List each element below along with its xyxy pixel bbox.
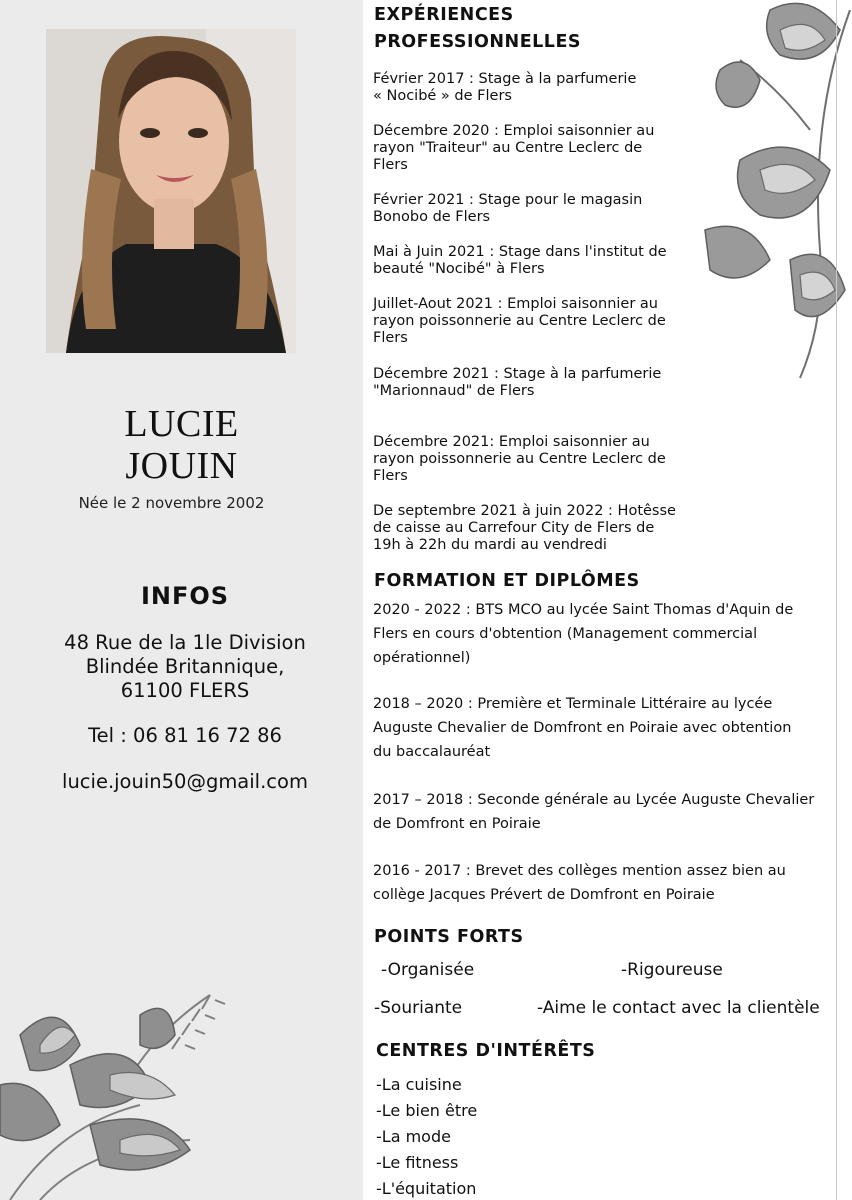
formation-item [373, 692, 843, 764]
floral-decoration-icon [700, 0, 852, 380]
formation-line: 2020 - 2022 : BTS MCO au lycée Saint Thomas d'Aquin de [373, 602, 794, 618]
experience-line: Flers [373, 330, 408, 346]
formation-item [373, 788, 843, 836]
formation-line: 2018 – 2020 : Première et Terminale Littéraire au lycée [373, 696, 773, 712]
strength-item: -Aime le contact avec la clientèle [537, 998, 820, 1018]
experience-line: Décembre 2021: Emploi saisonnier au [373, 434, 650, 450]
formation-line: du baccalauréat [373, 744, 491, 760]
points-forts-heading: POINTS FORTS [374, 927, 524, 947]
interest-item: -La cuisine [376, 1075, 462, 1094]
formation-line: opérationnel) [373, 650, 471, 666]
formation-line: Auguste Chevalier de Domfront en Poiraie avec obtention [373, 720, 792, 736]
experience-line: De septembre 2021 à juin 2022 : Hotêsse [373, 503, 676, 519]
formation-item [373, 598, 843, 670]
interest-item: -L'équitation [376, 1179, 477, 1198]
formation-line: 2016 - 2017 : Brevet des collèges mention assez bien au [373, 863, 786, 879]
experience-line: 19h à 22h du mardi au vendredi [373, 537, 607, 553]
experience-line: Bonobo de Flers [373, 209, 491, 225]
experience-line: Mai à Juin 2021 : Stage dans l'institut de [373, 244, 667, 260]
experience-line: de caisse au Carrefour City de Flers de [373, 520, 655, 536]
experience-item [373, 434, 703, 485]
interets-heading: CENTRES D'INTÉRÊTS [376, 1041, 596, 1061]
formation-line: de Domfront en Poiraie [373, 816, 541, 832]
birth-date: Née le 2 novembre 2002 [78, 494, 265, 512]
experience-item [373, 366, 703, 400]
experience-line: Décembre 2021 : Stage à la parfumerie [373, 366, 662, 382]
experience-line: Février 2017 : Stage à la parfumerie [373, 71, 637, 87]
formation-line: 2017 – 2018 : Seconde générale au Lycée Auguste Chevalier [373, 792, 815, 808]
experience-item [373, 244, 703, 278]
experience-item [373, 71, 703, 105]
profile-photo [46, 29, 296, 353]
experience-line: "Marionnaud" de Flers [373, 383, 535, 399]
strength-item: -Souriante [374, 998, 463, 1018]
experience-line: rayon "Traiteur" au Centre Leclerc de [373, 140, 643, 156]
experience-line: Flers [373, 157, 408, 173]
floral-decoration-icon [0, 975, 250, 1200]
phone-number: Tel : 06 81 16 72 86 [88, 724, 282, 747]
experience-line: Février 2021 : Stage pour le magasin [373, 192, 643, 208]
experiences-heading: PROFESSIONNELLES [374, 32, 582, 52]
experience-line: « Nocibé » de Flers [373, 88, 512, 104]
email-address: lucie.jouin50@gmail.com [62, 770, 308, 793]
address-line: Blindée Britannique, [85, 655, 285, 678]
experience-line: rayon poissonnerie au Centre Leclerc de [373, 451, 666, 467]
strength-item: -Organisée [381, 960, 475, 980]
interest-item: -Le bien être [376, 1101, 478, 1120]
address-line: 61100 FLERS [120, 679, 250, 702]
experiences-heading: EXPÉRIENCES [374, 5, 514, 25]
last-name: JOUIN [125, 445, 238, 487]
address-line: 48 Rue de la 1le Division [64, 631, 306, 654]
experience-line: Flers [373, 468, 408, 484]
formation-heading: FORMATION ET DIPLÔMES [374, 571, 640, 591]
experience-line: Juillet-Aout 2021 : Emploi saisonnier au [373, 296, 658, 312]
experience-item [373, 123, 703, 174]
experience-item [373, 296, 703, 347]
experience-line: rayon poissonnerie au Centre Leclerc de [373, 313, 666, 329]
formation-item [373, 859, 843, 907]
experience-item [373, 503, 703, 554]
formation-line: collège Jacques Prévert de Domfront en Poiraie [373, 887, 715, 903]
first-name: LUCIE [124, 403, 239, 445]
infos-heading: INFOS [140, 582, 230, 610]
experience-line: Décembre 2020 : Emploi saisonnier au [373, 123, 655, 139]
strength-item: -Rigoureuse [621, 960, 723, 980]
interest-item: -La mode [376, 1127, 451, 1146]
experience-line: beauté "Nocibé" à Flers [373, 261, 545, 277]
formation-line: Flers en cours d'obtention (Management commercial [373, 626, 758, 642]
experience-item [373, 192, 703, 226]
interest-item: -Le fitness [376, 1153, 459, 1172]
